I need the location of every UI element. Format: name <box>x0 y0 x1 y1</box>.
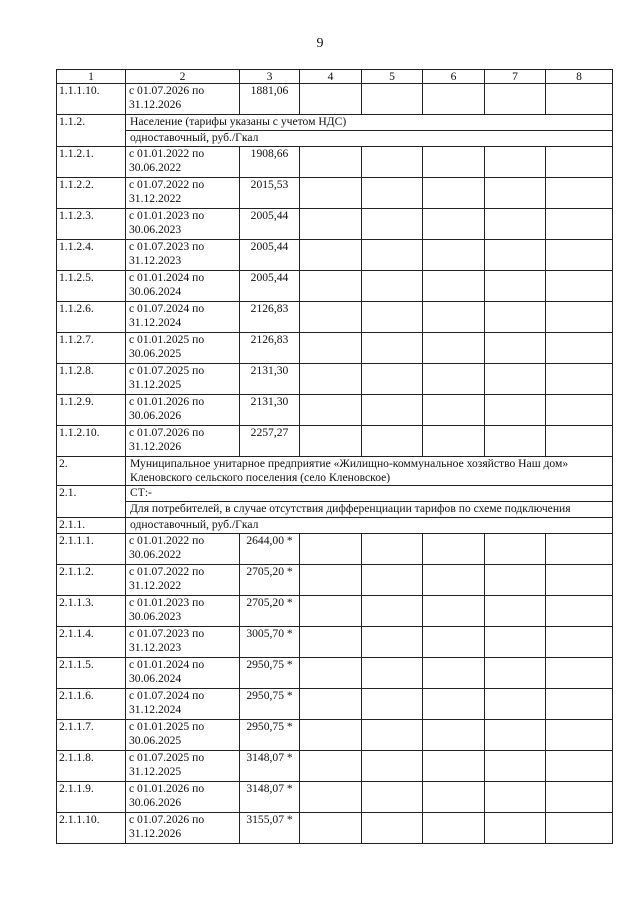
empty-cell <box>546 426 613 457</box>
empty-cell <box>546 364 613 395</box>
table-row <box>57 84 613 115</box>
empty-cell <box>362 720 423 751</box>
table-row <box>57 240 613 271</box>
period-cell: с 01.07.2023 по 31.12.2023 <box>126 627 240 658</box>
tariff-value-cell: 2005,44 <box>240 271 300 302</box>
period-cell: с 01.07.2022 по 31.12.2022 <box>126 565 240 596</box>
empty-cell <box>485 534 546 565</box>
row-number-cell: 2.1.1.2. <box>57 565 126 596</box>
period-cell: с 01.01.2025 по 30.06.2025 <box>126 720 240 751</box>
tariff-value-cell: 2257,27 <box>240 426 300 457</box>
empty-cell <box>485 209 546 240</box>
empty-cell <box>546 147 613 178</box>
row-number-cell: 2.1.1.6. <box>57 689 126 720</box>
table-row <box>57 782 613 813</box>
empty-cell <box>300 364 362 395</box>
empty-cell <box>300 84 362 115</box>
header-cell: 8 <box>546 70 613 84</box>
empty-cell <box>485 782 546 813</box>
tariff-value-cell: 2005,44 <box>240 209 300 240</box>
table-row <box>57 720 613 751</box>
row-number-cell: 1.1.2.3. <box>57 209 126 240</box>
row-number-cell: 1.1.2.4. <box>57 240 126 271</box>
empty-cell <box>300 751 362 782</box>
period-cell: с 01.01.2024 по 30.06.2024 <box>126 658 240 689</box>
tariff-value-cell: 1908,66 <box>240 147 300 178</box>
empty-cell <box>300 782 362 813</box>
empty-cell <box>485 333 546 364</box>
row-number-cell: 1.1.1.10. <box>57 84 126 115</box>
tariff-value-cell: 2950,75 * <box>240 689 300 720</box>
empty-cell <box>300 720 362 751</box>
section-number-cell: 1.1.2. <box>57 115 126 147</box>
empty-cell <box>300 689 362 720</box>
empty-cell <box>546 782 613 813</box>
tariff-table <box>56 69 613 844</box>
empty-cell <box>362 395 423 426</box>
empty-cell <box>485 813 546 844</box>
empty-cell <box>546 209 613 240</box>
empty-cell <box>485 627 546 658</box>
row-number-cell: 1.1.2.5. <box>57 271 126 302</box>
empty-cell <box>300 596 362 627</box>
tariff-value-cell: 2950,75 * <box>240 658 300 689</box>
row-number-cell: 1.1.2.8. <box>57 364 126 395</box>
period-cell: с 01.07.2022 по 31.12.2022 <box>126 178 240 209</box>
row-number-cell: 2.1.1.3. <box>57 596 126 627</box>
section-row <box>57 115 613 131</box>
empty-cell <box>300 565 362 596</box>
tariff-value-cell: 2950,75 * <box>240 720 300 751</box>
empty-cell <box>423 302 485 333</box>
section-row <box>57 457 613 486</box>
empty-cell <box>362 426 423 457</box>
empty-cell <box>546 751 613 782</box>
empty-cell <box>362 84 423 115</box>
tariff-value-cell: 2126,83 <box>240 302 300 333</box>
empty-cell <box>485 302 546 333</box>
row-number-cell: 2.1.1.4. <box>57 627 126 658</box>
table-row <box>57 565 613 596</box>
tariff-value-cell: 2131,30 <box>240 364 300 395</box>
row-number-cell: 2.1.1.8. <box>57 751 126 782</box>
table-row <box>57 395 613 426</box>
empty-cell <box>423 627 485 658</box>
empty-cell <box>423 84 485 115</box>
section-title-cell: одноставочный, руб./Гкал <box>126 518 613 534</box>
period-cell: с 01.01.2022 по 30.06.2022 <box>126 534 240 565</box>
tariff-value-cell: 2015,53 <box>240 178 300 209</box>
tariff-value-cell: 2131,30 <box>240 395 300 426</box>
empty-cell <box>423 147 485 178</box>
empty-cell <box>362 209 423 240</box>
tariff-value-cell: 3005,70 * <box>240 627 300 658</box>
period-cell: с 01.01.2025 по 30.06.2025 <box>126 333 240 364</box>
table-row <box>57 333 613 364</box>
tariff-value-cell: 2705,20 * <box>240 565 300 596</box>
row-number-cell: 2.1.1.1. <box>57 534 126 565</box>
header-cell: 6 <box>423 70 485 84</box>
empty-cell <box>546 395 613 426</box>
empty-cell <box>300 813 362 844</box>
empty-cell <box>485 147 546 178</box>
period-cell: с 01.01.2024 по 30.06.2024 <box>126 271 240 302</box>
empty-cell <box>423 596 485 627</box>
empty-cell <box>362 751 423 782</box>
period-cell: с 01.07.2026 по 31.12.2026 <box>126 426 240 457</box>
empty-cell <box>546 596 613 627</box>
table-row <box>57 147 613 178</box>
tariff-value-cell: 3148,07 * <box>240 782 300 813</box>
period-cell: с 01.07.2025 по 31.12.2025 <box>126 364 240 395</box>
section-title-cell: одноставочный, руб./Гкал <box>126 131 613 147</box>
empty-cell <box>300 209 362 240</box>
empty-cell <box>300 627 362 658</box>
header-cell: 5 <box>362 70 423 84</box>
empty-cell <box>423 751 485 782</box>
empty-cell <box>485 565 546 596</box>
empty-cell <box>485 84 546 115</box>
empty-cell <box>423 333 485 364</box>
table-row <box>57 534 613 565</box>
empty-cell <box>300 147 362 178</box>
empty-cell <box>485 364 546 395</box>
empty-cell <box>546 302 613 333</box>
table-row <box>57 302 613 333</box>
empty-cell <box>362 782 423 813</box>
empty-cell <box>300 333 362 364</box>
empty-cell <box>546 565 613 596</box>
empty-cell <box>485 596 546 627</box>
row-number-cell: 2.1.1.9. <box>57 782 126 813</box>
empty-cell <box>362 627 423 658</box>
tariff-value-cell: 2005,44 <box>240 240 300 271</box>
empty-cell <box>362 178 423 209</box>
header-row <box>57 70 613 84</box>
empty-cell <box>485 720 546 751</box>
empty-cell <box>485 240 546 271</box>
table-row <box>57 813 613 844</box>
header-cell: 4 <box>300 70 362 84</box>
period-cell: с 01.01.2023 по 30.06.2023 <box>126 209 240 240</box>
empty-cell <box>546 84 613 115</box>
empty-cell <box>546 627 613 658</box>
empty-cell <box>300 658 362 689</box>
empty-cell <box>485 658 546 689</box>
empty-cell <box>362 596 423 627</box>
section-row <box>57 131 613 147</box>
tariff-value-cell: 3155,07 * <box>240 813 300 844</box>
empty-cell <box>300 534 362 565</box>
period-cell: с 01.01.2022 по 30.06.2022 <box>126 147 240 178</box>
empty-cell <box>362 147 423 178</box>
empty-cell <box>423 364 485 395</box>
empty-cell <box>362 333 423 364</box>
period-cell: с 01.07.2024 по 31.12.2024 <box>126 302 240 333</box>
row-number-cell: 2.1.1.7. <box>57 720 126 751</box>
page-number: 9 <box>316 36 324 51</box>
section-row <box>57 518 613 534</box>
header-cell: 3 <box>240 70 300 84</box>
empty-cell <box>485 395 546 426</box>
period-cell: с 01.07.2026 по 31.12.2026 <box>126 84 240 115</box>
empty-cell <box>546 689 613 720</box>
section-row <box>57 486 613 502</box>
empty-cell <box>362 813 423 844</box>
section-number-cell: 2.1. <box>57 486 126 518</box>
section-title-cell: Население (тарифы указаны с учетом НДС) <box>126 115 613 131</box>
empty-cell <box>362 271 423 302</box>
empty-cell <box>485 178 546 209</box>
section-title-cell: Для потребителей, в случае отсутствия дифференциации тарифов по схеме подключения <box>126 502 613 518</box>
empty-cell <box>362 565 423 596</box>
empty-cell <box>362 534 423 565</box>
empty-cell <box>485 271 546 302</box>
tariff-value-cell: 2705,20 * <box>240 596 300 627</box>
empty-cell <box>423 240 485 271</box>
empty-cell <box>423 271 485 302</box>
table-body <box>57 70 613 844</box>
empty-cell <box>423 689 485 720</box>
row-number-cell: 1.1.2.7. <box>57 333 126 364</box>
empty-cell <box>546 178 613 209</box>
empty-cell <box>423 720 485 751</box>
tariff-value-cell: 3148,07 * <box>240 751 300 782</box>
section-number-cell: 2.1.1. <box>57 518 126 534</box>
tariff-value-cell: 2644,00 * <box>240 534 300 565</box>
table-row <box>57 364 613 395</box>
tariff-value-cell: 1881,06 <box>240 84 300 115</box>
empty-cell <box>362 689 423 720</box>
period-cell: с 01.01.2026 по 30.06.2026 <box>126 395 240 426</box>
empty-cell <box>546 813 613 844</box>
header-cell: 1 <box>57 70 126 84</box>
section-number-cell: 2. <box>57 457 126 486</box>
empty-cell <box>423 813 485 844</box>
empty-cell <box>546 333 613 364</box>
empty-cell <box>485 426 546 457</box>
empty-cell <box>546 240 613 271</box>
empty-cell <box>423 178 485 209</box>
period-cell: с 01.01.2026 по 30.06.2026 <box>126 782 240 813</box>
empty-cell <box>362 364 423 395</box>
row-number-cell: 1.1.2.10. <box>57 426 126 457</box>
header-cell: 2 <box>126 70 240 84</box>
period-cell: с 01.07.2023 по 31.12.2023 <box>126 240 240 271</box>
row-number-cell: 2.1.1.10. <box>57 813 126 844</box>
table-row <box>57 627 613 658</box>
section-title-cell: Муниципальное унитарное предприятие «Жилищно-коммунальное хозяйство Наш дом» Кленовского сельского поселения (село Кленовское) <box>126 457 613 486</box>
table-row <box>57 178 613 209</box>
empty-cell <box>300 395 362 426</box>
empty-cell <box>423 209 485 240</box>
tariff-value-cell: 2126,83 <box>240 333 300 364</box>
row-number-cell: 1.1.2.9. <box>57 395 126 426</box>
table-row <box>57 596 613 627</box>
period-cell: с 01.07.2026 по 31.12.2026 <box>126 813 240 844</box>
empty-cell <box>546 720 613 751</box>
table-row <box>57 426 613 457</box>
empty-cell <box>300 302 362 333</box>
table-row <box>57 689 613 720</box>
table-row <box>57 209 613 240</box>
empty-cell <box>485 751 546 782</box>
period-cell: с 01.07.2025 по 31.12.2025 <box>126 751 240 782</box>
period-cell: с 01.01.2023 по 30.06.2023 <box>126 596 240 627</box>
empty-cell <box>300 271 362 302</box>
empty-cell <box>362 240 423 271</box>
empty-cell <box>362 658 423 689</box>
row-number-cell: 1.1.2.2. <box>57 178 126 209</box>
table-row <box>57 658 613 689</box>
empty-cell <box>300 426 362 457</box>
empty-cell <box>546 658 613 689</box>
empty-cell <box>423 426 485 457</box>
empty-cell <box>546 534 613 565</box>
empty-cell <box>423 565 485 596</box>
table-row <box>57 751 613 782</box>
empty-cell <box>423 395 485 426</box>
empty-cell <box>546 271 613 302</box>
empty-cell <box>485 689 546 720</box>
row-number-cell: 1.1.2.1. <box>57 147 126 178</box>
table-row <box>57 271 613 302</box>
empty-cell <box>423 782 485 813</box>
section-row <box>57 502 613 518</box>
row-number-cell: 2.1.1.5. <box>57 658 126 689</box>
empty-cell <box>300 240 362 271</box>
empty-cell <box>362 302 423 333</box>
empty-cell <box>300 178 362 209</box>
row-number-cell: 1.1.2.6. <box>57 302 126 333</box>
empty-cell <box>423 658 485 689</box>
empty-cell <box>423 534 485 565</box>
period-cell: с 01.07.2024 по 31.12.2024 <box>126 689 240 720</box>
section-title-cell: СТ:- <box>126 486 613 502</box>
header-cell: 7 <box>485 70 546 84</box>
